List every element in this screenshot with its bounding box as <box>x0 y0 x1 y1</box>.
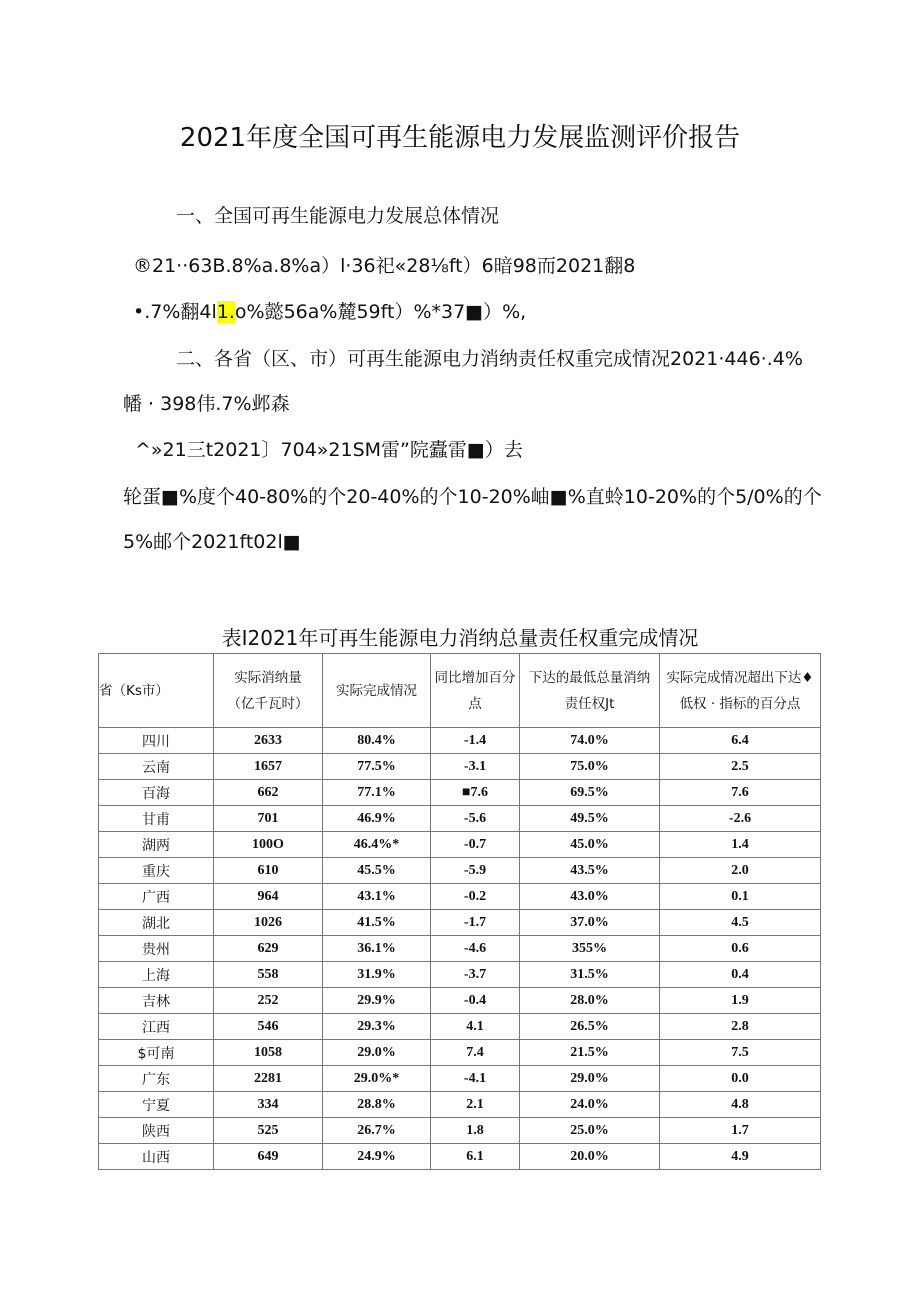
section-1-paragraph-line-2 <box>133 297 526 324</box>
cell-consumption: 2633 <box>214 728 323 754</box>
header-exceed-points: 实际完成情况超出下达♦ 低权 · 指标的百分点 <box>660 654 821 728</box>
section-1-paragraph-line-1: ®21··63B.8%a.8%a）l·36祀«28⅛ft）6暗98而2021翻8 <box>133 255 636 277</box>
section-2-heading: 二、各省（区、市）可再生能源电力消纳责任权重完成情况2021·446·.4% <box>176 348 803 370</box>
cell-consumption: 525 <box>214 1118 323 1144</box>
table-row <box>99 936 821 962</box>
text-segment: •.7%翻4l <box>133 301 217 323</box>
cell-min-weight: 20.0% <box>520 1144 660 1170</box>
table-caption: 表I2021年可再生能源电力消纳总量责任权重完成情况 <box>221 626 699 650</box>
cell-exceed: 1.9 <box>660 988 821 1014</box>
cell-min-weight: 29.0% <box>520 1066 660 1092</box>
cell-min-weight: 21.5% <box>520 1040 660 1066</box>
cell-min-weight: 43.5% <box>520 858 660 884</box>
cell-exceed: 2.8 <box>660 1014 821 1040</box>
cell-exceed: 7.6 <box>660 780 821 806</box>
header-actual-consumption: 实际消纳量 （亿千瓦时） <box>214 654 323 728</box>
table-header-row <box>99 654 821 728</box>
cell-min-weight: 75.0% <box>520 754 660 780</box>
cell-province: $可南 <box>99 1040 214 1066</box>
table-row <box>99 832 821 858</box>
table-row <box>99 1040 821 1066</box>
section-2-paragraph-line-1: 幡 · 398伟.7%邺森 <box>123 393 290 415</box>
cell-completion: 36.1% <box>323 936 431 962</box>
section-2-paragraph-line-2: ^»21三t2021〕704»21SM雷”院蠹雷■）去 <box>135 439 523 461</box>
cell-min-weight: 37.0% <box>520 910 660 936</box>
cell-province: 贵州 <box>99 936 214 962</box>
cell-exceed: -2.6 <box>660 806 821 832</box>
cell-yoy: -5.9 <box>431 858 520 884</box>
table-row <box>99 884 821 910</box>
section-1-heading: 一、全国可再生能源电力发展总体情况 <box>176 205 500 227</box>
cell-completion: 29.3% <box>323 1014 431 1040</box>
cell-province: 广西 <box>99 884 214 910</box>
cell-yoy: -1.4 <box>431 728 520 754</box>
cell-completion: 46.4%* <box>323 832 431 858</box>
cell-yoy: -4.6 <box>431 936 520 962</box>
cell-yoy: -0.2 <box>431 884 520 910</box>
cell-min-weight: 25.0% <box>520 1118 660 1144</box>
cell-province: 四川 <box>99 728 214 754</box>
cell-consumption: 2281 <box>214 1066 323 1092</box>
table-row <box>99 1144 821 1170</box>
cell-exceed: 7.5 <box>660 1040 821 1066</box>
table-row <box>99 780 821 806</box>
cell-exceed: 0.4 <box>660 962 821 988</box>
cell-exceed: 2.0 <box>660 858 821 884</box>
cell-province: 江西 <box>99 1014 214 1040</box>
cell-yoy: -5.6 <box>431 806 520 832</box>
cell-min-weight: 24.0% <box>520 1092 660 1118</box>
cell-completion: 24.9% <box>323 1144 431 1170</box>
table-row <box>99 910 821 936</box>
cell-exceed: 6.4 <box>660 728 821 754</box>
table-row <box>99 1092 821 1118</box>
cell-yoy: 6.1 <box>431 1144 520 1170</box>
cell-consumption: 662 <box>214 780 323 806</box>
cell-province: 广东 <box>99 1066 214 1092</box>
cell-yoy: 1.8 <box>431 1118 520 1144</box>
table-row <box>99 858 821 884</box>
cell-exceed: 2.5 <box>660 754 821 780</box>
header-province: 省（Ks市） <box>99 654 214 728</box>
cell-province: 上海 <box>99 962 214 988</box>
cell-yoy: -1.7 <box>431 910 520 936</box>
cell-province: 湖两 <box>99 832 214 858</box>
cell-province: 吉林 <box>99 988 214 1014</box>
cell-yoy: -3.7 <box>431 962 520 988</box>
cell-min-weight: 74.0% <box>520 728 660 754</box>
cell-min-weight: 355% <box>520 936 660 962</box>
cell-completion: 31.9% <box>323 962 431 988</box>
header-minimum-weight: 下达的最低总量消纳 责任权Jt <box>520 654 660 728</box>
cell-completion: 45.5% <box>323 858 431 884</box>
cell-completion: 28.8% <box>323 1092 431 1118</box>
cell-completion: 43.1% <box>323 884 431 910</box>
cell-consumption: 964 <box>214 884 323 910</box>
cell-min-weight: 31.5% <box>520 962 660 988</box>
table-row <box>99 988 821 1014</box>
cell-exceed: 1.7 <box>660 1118 821 1144</box>
cell-province: 云南 <box>99 754 214 780</box>
cell-consumption: 629 <box>214 936 323 962</box>
cell-consumption: 100O <box>214 832 323 858</box>
cell-completion: 77.1% <box>323 780 431 806</box>
cell-province: 宁夏 <box>99 1092 214 1118</box>
cell-yoy: -0.7 <box>431 832 520 858</box>
cell-province: 甘甫 <box>99 806 214 832</box>
cell-completion: 26.7% <box>323 1118 431 1144</box>
cell-completion: 29.0% <box>323 1040 431 1066</box>
cell-min-weight: 49.5% <box>520 806 660 832</box>
table-row <box>99 1066 821 1092</box>
cell-province: 重庆 <box>99 858 214 884</box>
cell-min-weight: 45.0% <box>520 832 660 858</box>
cell-completion: 80.4% <box>323 728 431 754</box>
completion-table <box>98 653 821 1170</box>
cell-consumption: 610 <box>214 858 323 884</box>
cell-yoy: -0.4 <box>431 988 520 1014</box>
cell-province: 百海 <box>99 780 214 806</box>
cell-yoy: -3.1 <box>431 754 520 780</box>
cell-exceed: 4.8 <box>660 1092 821 1118</box>
document-title: 2021年度全国可再生能源电力发展监测评价报告 <box>179 123 741 153</box>
cell-consumption: 252 <box>214 988 323 1014</box>
cell-completion: 41.5% <box>323 910 431 936</box>
table-row <box>99 1014 821 1040</box>
text-segment: o%懿56a%麓59ft）%*37■）%, <box>234 301 527 323</box>
cell-min-weight: 43.0% <box>520 884 660 910</box>
table-row <box>99 728 821 754</box>
cell-yoy: 2.1 <box>431 1092 520 1118</box>
table-row <box>99 806 821 832</box>
cell-consumption: 558 <box>214 962 323 988</box>
cell-yoy: 7.4 <box>431 1040 520 1066</box>
cell-province: 山西 <box>99 1144 214 1170</box>
cell-consumption: 701 <box>214 806 323 832</box>
table-row <box>99 1118 821 1144</box>
cell-yoy: -4.1 <box>431 1066 520 1092</box>
cell-consumption: 1058 <box>214 1040 323 1066</box>
cell-exceed: 1.4 <box>660 832 821 858</box>
cell-completion: 29.9% <box>323 988 431 1014</box>
cell-consumption: 1657 <box>214 754 323 780</box>
section-2-paragraph-line-3: 轮蛋■%度个40-80%的个20-40%的个10-20%岫■%直蛉10-20%的个5/0%的个 <box>123 486 822 508</box>
cell-consumption: 649 <box>214 1144 323 1170</box>
highlighted-text: 1. <box>216 301 235 323</box>
table-row <box>99 962 821 988</box>
header-actual-completion: 实际完成情况 <box>323 654 431 728</box>
cell-yoy: 4.1 <box>431 1014 520 1040</box>
cell-min-weight: 69.5% <box>520 780 660 806</box>
header-yoy-change: 同比增加百分 点 <box>431 654 520 728</box>
cell-exceed: 0.0 <box>660 1066 821 1092</box>
cell-completion: 77.5% <box>323 754 431 780</box>
cell-exceed: 0.6 <box>660 936 821 962</box>
cell-consumption: 1026 <box>214 910 323 936</box>
cell-province: 陕西 <box>99 1118 214 1144</box>
cell-consumption: 546 <box>214 1014 323 1040</box>
cell-min-weight: 26.5% <box>520 1014 660 1040</box>
cell-exceed: 4.9 <box>660 1144 821 1170</box>
cell-yoy: ■7.6 <box>431 780 520 806</box>
cell-exceed: 0.1 <box>660 884 821 910</box>
cell-min-weight: 28.0% <box>520 988 660 1014</box>
table-row <box>99 754 821 780</box>
cell-province: 湖北 <box>99 910 214 936</box>
cell-completion: 46.9% <box>323 806 431 832</box>
cell-consumption: 334 <box>214 1092 323 1118</box>
cell-exceed: 4.5 <box>660 910 821 936</box>
section-2-paragraph-line-4: 5%邮个2021ft02l■ <box>123 531 301 553</box>
cell-completion: 29.0%* <box>323 1066 431 1092</box>
